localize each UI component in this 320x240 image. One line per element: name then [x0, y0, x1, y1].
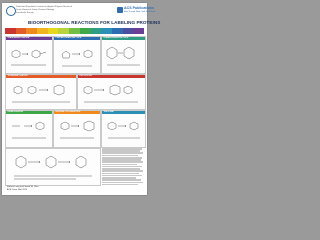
section-header: OXIME LIGATION	[6, 111, 52, 114]
spectrum-segment	[26, 28, 37, 34]
citation-note: ACS Chem. Biol. 2014	[7, 189, 28, 191]
section-header: STRAIN-PROMOTED CLICK	[102, 37, 145, 40]
reaction-scheme	[54, 40, 100, 73]
section-header: COPPER-CATALYZED CLICK	[54, 37, 100, 40]
spectrum-segment	[5, 28, 16, 34]
section-cuaac	[53, 36, 101, 74]
section-thiol-ene	[101, 110, 146, 148]
reaction-scheme	[102, 40, 145, 73]
poster	[2, 3, 161, 195]
section-header: PHOTOCLICK	[78, 75, 145, 78]
affiliation-line-3: Fraunhofer Society	[16, 11, 34, 14]
spectrum-segment	[58, 28, 69, 34]
spectrum-segment	[123, 28, 134, 34]
spectrum-segment	[80, 28, 91, 34]
reaction-scheme	[6, 114, 52, 147]
page-title: BIOORTHOGONAL REACTIONS FOR LABELING PROTEINS	[28, 20, 161, 25]
author-credit: Kathrin Lang and Jason W. Chin	[7, 186, 39, 188]
section-spaac	[101, 36, 146, 74]
reaction-scheme	[78, 78, 145, 109]
section-staudinger	[5, 36, 53, 74]
section-photoclick	[77, 74, 146, 110]
section-header: TETRAZINE LIGATION	[6, 75, 76, 78]
overview-scheme	[6, 149, 100, 185]
logo-tagline: Most Trusted. Most Cited. Most Read.	[124, 10, 156, 13]
affiliation-line-1: Dedicated Fraunhofer Institute for Applied Polymer Research	[16, 6, 73, 8]
spectrum-segment	[37, 28, 48, 34]
spectrum-segment	[48, 28, 59, 34]
section-header: NITRONE CYCLOADDITION	[54, 111, 100, 114]
logo-name: ACS Publications	[124, 6, 154, 10]
affiliation-line-2: Junior Research Group Chemical Biology	[16, 8, 55, 11]
section-nitrone	[53, 110, 101, 148]
reaction-scheme	[102, 114, 145, 147]
spectrum-segment	[91, 28, 102, 34]
spectrum-segment	[101, 28, 112, 34]
reaction-scheme	[6, 40, 52, 73]
reaction-scheme	[6, 78, 76, 109]
reaction-scheme	[54, 114, 100, 147]
section-oxime	[5, 110, 53, 148]
spectrum-segment	[112, 28, 123, 34]
spectrum-segment	[133, 28, 144, 34]
spectrum-segment	[69, 28, 80, 34]
references-list	[102, 148, 144, 188]
acs-logo[interactable]	[117, 6, 156, 16]
color-spectrum-bar	[5, 28, 144, 34]
section-header: STAUDINGER LIGATION	[6, 37, 52, 40]
section-overview	[5, 148, 101, 186]
spectrum-segment	[16, 28, 27, 34]
section-header: THIOL-ENE	[102, 111, 145, 114]
acs-logo-icon	[117, 7, 123, 13]
university-crest-icon	[6, 6, 16, 16]
section-tetrazine	[5, 74, 77, 110]
